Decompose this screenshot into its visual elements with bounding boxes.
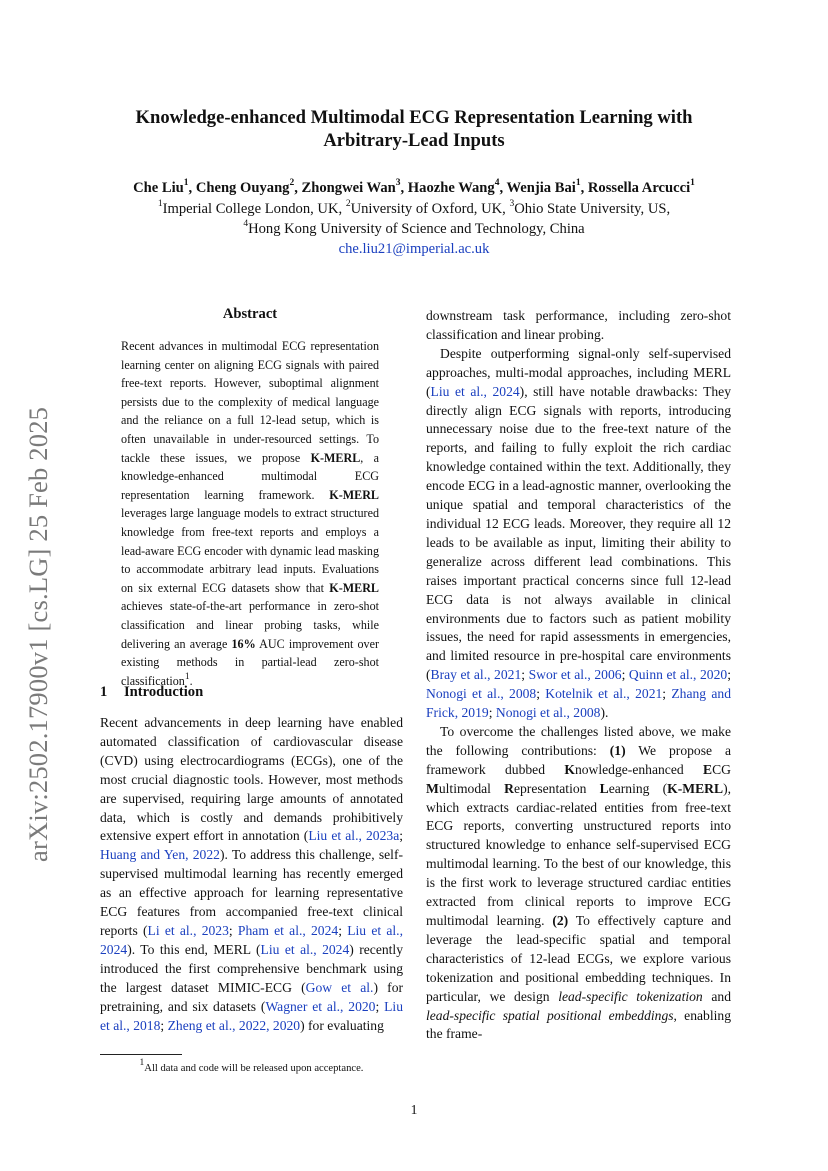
citation-link[interactable]: Zhang and Frick, 2019 xyxy=(426,686,731,721)
footnote-divider xyxy=(100,1054,182,1055)
footnote-mark[interactable]: 1 xyxy=(184,671,190,682)
paper-title xyxy=(60,106,768,152)
paragraph: Despite outperforming signal-only self-supervised approaches, multi-modal approaches, including MERL (Liu et al., 2024), still have notable drawbacks: They directly align ECG signals with reports, introducing unnecessary noise due to the free-text nature of the reports, and failing to fully exploit the rich cardiac knowledge contained within the text. Additionally, they encode ECG in a lead-agnostic manner, overlooking the unique spatial and temporal characteristics of the individual 12 ECG leads. Moreover, they require all 12 leads to be available as input, limiting their ability to generalize across different lead combinations. This raises important practical concerns since full 12-lead ECG data is not always available in clinical environments due to factors such as patient mobility issues, the need for rapid assessments in emergencies, and limited resource in pre-hospital care environments (Bray et al., 2021; Swor et al., 2006; Quinn et al., 2020; Nonogi et al., 2008; Kotelnik et al., 2021; Zhang and Frick, 2019; Nonogi et al., 2008). xyxy=(426,345,731,721)
footnote: $^1$All data and code will be released upon acceptance. xyxy=(139,1058,364,1074)
left-column-body xyxy=(100,714,403,1035)
paragraph: To overcome the challenges listed above, we make the following contributions: (1) We propose a framework dubbed Knowledge-enhanced ECG Multimodal Representation Learning (K-MERL), which extracts cardiac-related entities from free-text ECG reports, converting unstructured reports into structured knowledge to enhance self-supervised ECG multimodal learning. To the best of our knowledge, this is the first work to leverage structured cardiac entities extracted from clinical reports to improve ECG multimodal learning. (2) To effectively capture and leverage the lead-specific spatial and temporal characteristics of 12-lead ECGs, we explore various tokenization and positional embedding techniques. In particular, we design lead-specific tokenization and lead-specific spatial positional embeddings, enabling the frame- xyxy=(426,723,731,1042)
author: Che Liu$^1$ xyxy=(133,178,189,196)
affiliation-line-1: $^1$Imperial College London, UK, $^2$University of Oxford, UK, $^3$Ohio State University, US, xyxy=(157,199,671,217)
affiliations xyxy=(40,199,788,259)
arxiv-identifier: arXiv:2502.17900v1 [cs.LG] 25 Feb 2025 xyxy=(23,406,53,862)
citation-link[interactable]: Zheng et al., 2022, 2020 xyxy=(167,1017,301,1033)
paragraph: downstream task performance, including zero-shot classification and linear probing. xyxy=(426,308,731,342)
author: Zhongwei Wan$^3$ xyxy=(301,178,401,196)
citation-link[interactable]: Wagner et al., 2020 xyxy=(265,998,376,1014)
title-line-2: Arbitrary-Lead Inputs xyxy=(323,130,505,151)
citation-link[interactable]: Liu et al., 2023a xyxy=(308,828,400,844)
citation-link[interactable]: Quinn et al., 2020 xyxy=(628,667,728,683)
citation-link[interactable]: Swor et al., 2006 xyxy=(528,667,622,683)
citation-link[interactable]: Bray et al., 2021 xyxy=(430,667,522,683)
affiliation-line-2: $^4$Hong Kong University of Science and Technology, China xyxy=(243,219,585,237)
author: Haozhe Wang$^4$ xyxy=(407,178,500,196)
citation-link[interactable]: Huang and Yen, 2022 xyxy=(100,847,220,863)
citation-link[interactable]: Nonogi et al., 2008 xyxy=(495,705,601,721)
author: Cheng Ouyang$^2$ xyxy=(195,178,295,196)
author: Wenjia Bai$^1$ xyxy=(506,178,581,196)
citation-link[interactable]: Liu et al., 2024 xyxy=(100,922,403,957)
citation-link[interactable]: Pham et al., 2024 xyxy=(237,922,339,938)
author: Rossella Arcucci$^1$ xyxy=(587,178,695,196)
citation-link[interactable]: Gow et al. xyxy=(305,979,374,995)
email-link[interactable]: che.liu21@imperial.ac.uk xyxy=(338,241,490,257)
citation-link[interactable]: Liu et al., 2018 xyxy=(100,998,403,1033)
citation-link[interactable]: Kotelnik et al., 2021 xyxy=(545,686,663,702)
title-line-1: Knowledge-enhanced Multimodal ECG Representation Learning with xyxy=(135,107,693,128)
citation-link[interactable]: Li et al., 2023 xyxy=(147,922,229,938)
paragraph: Recent advancements in deep learning have enabled automated classification of cardiovascular disease (CVD) using electrocardiograms (ECGs), one of the most crucial diagnostic tools. However, most methods are supervised, requiring large amounts of annotated data, which is costly and demands prohibitively extensive expert effort in annotation (Liu et al., 2023a; Huang and Yen, 2022). To address this challenge, self-supervised multimodal learning has recently emerged as an effective approach for learning representative ECG features from accompanied free-text clinical reports (Li et al., 2023; Pham et al., 2024; Liu et al., 2024). To this end, MERL (Liu et al., 2024) recently introduced the first comprehensive benchmark using the largest dataset MIMIC-ECG (Gow et al.) for pretraining, and six datasets (Wagner et al., 2020; Liu et al., 2018; Zheng et al., 2022, 2020) for evaluating xyxy=(100,715,404,1033)
abstract-text: Recent advances in multimodal ECG representation learning center on aligning ECG signals with paired free-text reports. However, suboptimal alignment persists due to the complexity of medical language and the reliance on a full 12-lead setup, which is often unavailable in under-resourced settings. To tackle these issues, we propose K-MERL, a knowledge-enhanced multimodal ECG representation learning framework. K-MERL leverages large language models to extract structured knowledge from free-text reports and employs a lead-aware ECG encoder with dynamic lead masking to accommodate arbitrary lead inputs. Evaluations on six external ECG datasets show that K-MERL achieves state-of-the-art performance in zero-shot classification and linear probing tasks, while delivering an average 16% AUC improvement over existing methods in partial-lead zero-shot classification$^1$. xyxy=(121,339,379,688)
citation-link[interactable]: Liu et al., 2024 xyxy=(260,941,350,957)
page-number: 1 xyxy=(410,1102,418,1117)
section-heading-introduction: 1 Introduction xyxy=(100,684,204,700)
abstract-heading: Abstract xyxy=(222,306,278,322)
author-list: Che Liu$^1$, Cheng Ouyang$^2$, Zhongwei Wan$^3$, Haozhe Wang$^4$, Wenjia Bai$^1$, Rossella Arcucci$^1$ xyxy=(133,178,695,196)
citation-link[interactable]: Nonogi et al., 2008 xyxy=(426,686,537,702)
citation-link[interactable]: Liu et al., 2024 xyxy=(430,383,520,399)
right-column-body xyxy=(426,307,731,1044)
